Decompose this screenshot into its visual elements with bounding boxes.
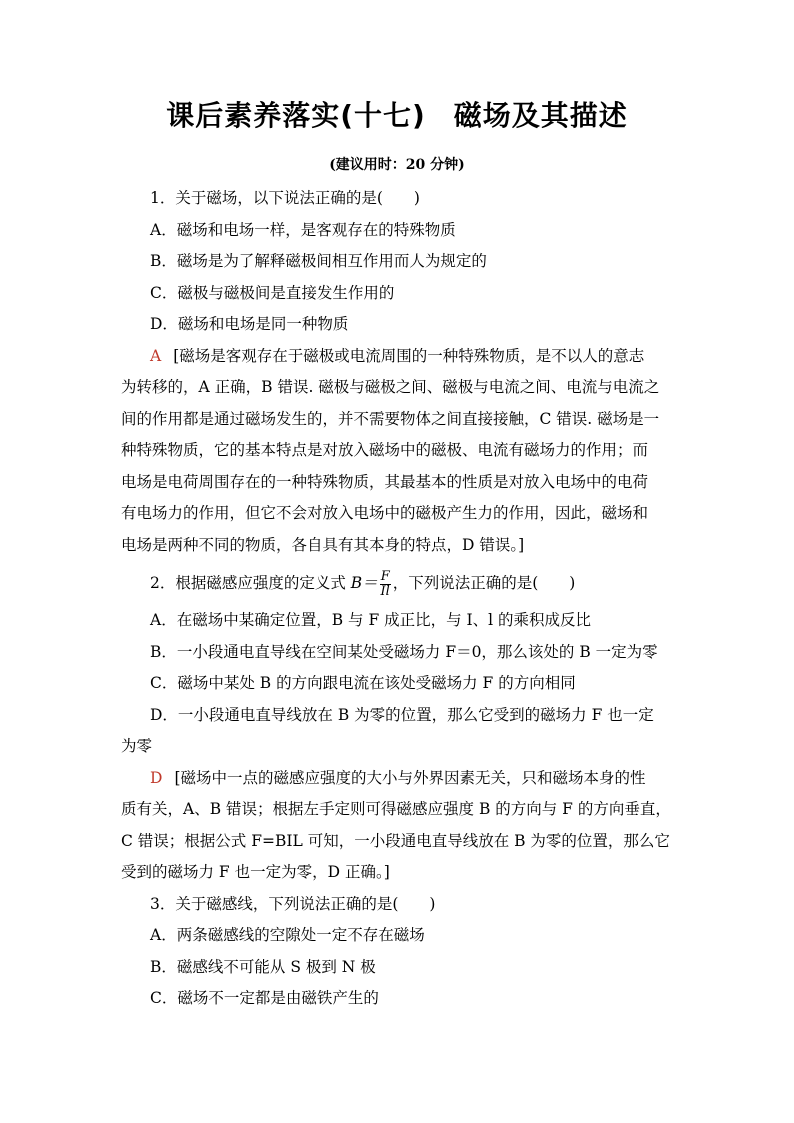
q1-explanation-line: 间的作用都是通过磁场发生的，并不需要物体之间直接接触，C 错误. 磁场是一 [121, 409, 660, 428]
q2-stem: 2．根据磁感应强度的定义式 B＝ $\frac{F}{Il}$ ，下列说法正确的是( ) [150, 568, 576, 599]
q1-option-b: B．磁场是为了解释磁极间相互作用而人为规定的 [150, 252, 487, 270]
q1-explanation-line: 有电场力的作用，但它不会对放入电场中的磁极产生力的作用，因此，磁场和 [121, 504, 649, 522]
q2-option-d: D．一小段通电直导线放在 B 为零的位置，那么它受到的磁场力 F 也一定 [150, 705, 654, 724]
q1-explanation-line: 种特殊物质，它的基本特点是对放入磁场中的磁极、电流有磁场力的作用；而 [121, 441, 649, 459]
q1-explanation-line: 电场是电荷周围存在的一种特殊物质，其最基本的性质是对放入电场中的电荷 [121, 472, 649, 491]
q1-option-a: A．磁场和电场一样，是客观存在的特殊物质 [150, 220, 456, 239]
page-title [0, 94, 794, 134]
formula-lhs: B＝ [350, 574, 378, 592]
q2-option-b: B．一小段通电直导线在空间某处受磁场力 F＝0，那么该处的 B 一定为零 [150, 642, 658, 661]
title-sub: 磁场及其描述 [453, 99, 628, 132]
q2-answer-letter: D [150, 768, 163, 787]
title-main: 课后素养落实(十七) [166, 99, 426, 132]
q1-explanation-line: 为转移的，A 正确，B 错误. 磁极与磁极之间、磁极与电流之间、电流与电流之 [121, 378, 660, 396]
q3-option-a: A．两条磁感线的空隙处一定不存在磁场 [150, 926, 425, 944]
q2-explanation-line: C 错误；根据公式 F=BIL 可知，一小段通电直导线放在 B 为零的位置，那么它 [121, 831, 670, 850]
q1-answer-letter: A [150, 346, 162, 365]
q2-option-d-cont: 为零 [121, 737, 153, 755]
q2-option-a: A．在磁场中某确定位置，B 与 F 成正比，与 I、l 的乘积成反比 [150, 611, 592, 629]
q3-option-c: C．磁场不一定都是由磁铁产生的 [150, 989, 379, 1007]
q1-explanation-line: 电场是两种不同的物质，各自具有其本身的特点，D 错误。] [121, 535, 525, 554]
q1-option-c: C．磁极与磁极间是直接发生作用的 [150, 283, 395, 302]
q2-explanation-line: 质有关，A、B 错误；根据左手定则可得磁感应强度 B 的方向与 F 的方向垂直， [121, 800, 671, 818]
q1-option-d: D．磁场和电场是同一种物质 [150, 315, 349, 333]
suggested-time: (建议用时：20 分钟) [329, 157, 465, 173]
q2-option-c: C．磁场中某处 B 的方向跟电流在该处受磁场力 F 的方向相同 [150, 674, 576, 692]
q2-explanation-line: 受到的磁场力 F 也一定为零，D 正确。] [121, 863, 390, 881]
q3-stem: 3．关于磁感线，下列说法正确的是( ) [150, 894, 436, 913]
q1-stem: 1．关于磁场，以下说法正确的是( ) [150, 189, 420, 207]
q3-option-b: B．磁感线不可能从 S 极到 N 极 [150, 957, 376, 976]
question-list [121, 183, 677, 1015]
q2-explanation-line: D [磁场中一点的磁感应强度的大小与外界因素无关，只和磁场本身的性 [150, 768, 646, 787]
q1-explanation-line: A [磁场是客观存在于磁极或电流周围的一种特殊物质，是不以人的意志 [150, 346, 645, 365]
formula-fraction: $\frac{F}{Il}$ [380, 568, 390, 599]
